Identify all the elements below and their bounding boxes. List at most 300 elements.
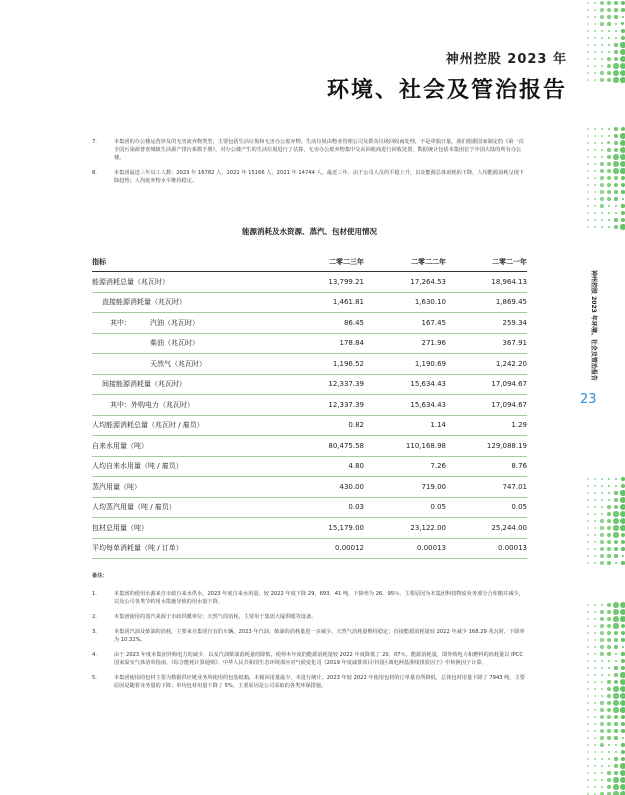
decorative-dot	[621, 176, 625, 181]
decorative-dot	[615, 205, 618, 208]
row-label: 平均每单消耗量（吨 / 订单）	[92, 538, 282, 559]
decorative-dot	[608, 751, 611, 754]
value-2023: 12,337.39	[282, 395, 364, 416]
decorative-dot	[587, 9, 589, 11]
value-2023: 0.82	[282, 415, 364, 436]
value-2021: 0.05	[446, 497, 527, 518]
note-text: 本集团的办公楼运营涉及的无害废弃物类型，主要包括生活垃圾和无害办公废弃物。生活垃圾由物业管理公司及群众垃圾回收商处理，不是单独计量。我们根据国家制定的《第一次全国污染源普查城镇生活源产排污系数手册》，对办公楼产生的生活垃圾进行了估算，无害办公废弃物集中交由回收商进行回收处置，数据统计包括本集团位于中国大陆的所有办公楼。	[114, 139, 524, 161]
decorative-dot	[587, 492, 589, 494]
table-row	[92, 456, 527, 477]
decorative-dot	[608, 744, 611, 747]
decorative-dot	[587, 667, 589, 669]
page-number: 23	[580, 392, 597, 407]
decorative-dot	[608, 765, 611, 768]
decorative-dot	[594, 527, 596, 529]
decorative-dot	[587, 205, 589, 207]
value-2021: 367.91	[446, 333, 527, 354]
table-row	[92, 518, 527, 539]
decorative-dot	[614, 491, 617, 494]
decorative-dot	[607, 617, 612, 622]
decorative-dot	[620, 525, 625, 531]
decorative-dot	[594, 744, 597, 747]
decorative-dot	[594, 506, 596, 508]
value-2023: 80,475.58	[282, 436, 364, 457]
decorative-dot	[620, 56, 625, 62]
decorative-dot	[600, 547, 604, 551]
decorative-dot	[620, 70, 625, 76]
decorative-dot	[600, 71, 603, 74]
value-2022: 1,190.69	[364, 354, 446, 375]
decorative-dot	[607, 631, 611, 635]
decorative-dot	[614, 645, 617, 648]
decorative-dot	[587, 534, 589, 536]
decorative-dot	[594, 72, 596, 74]
decorative-dot	[594, 639, 597, 642]
decorative-dot	[600, 190, 604, 194]
decorative-dot	[600, 176, 604, 180]
decorative-dot	[587, 639, 589, 641]
note-item	[92, 651, 527, 667]
decorative-dot	[601, 156, 604, 159]
decorative-dot	[620, 609, 625, 615]
decorative-dot	[601, 142, 603, 144]
decorative-dot	[620, 504, 625, 510]
decorative-dot	[621, 36, 625, 40]
decorative-dot	[607, 533, 612, 538]
decorative-dot	[600, 197, 603, 200]
note-item	[92, 169, 527, 185]
decorative-dot	[607, 540, 612, 545]
decorative-dot	[614, 190, 618, 194]
decorative-dot	[621, 750, 625, 754]
table-row	[92, 333, 527, 354]
decorative-dot	[594, 142, 596, 144]
decorative-dot	[600, 540, 604, 544]
table-header-row	[92, 253, 527, 272]
decorative-dot	[600, 526, 603, 529]
decorative-dot	[587, 681, 589, 683]
decorative-dot	[594, 2, 597, 5]
note-text: 由于 2023 年度本集团外购电力的减少，以及汽油柴油消耗量的降低，使得本年度的能源消耗量较 2022 年度降低了 20．07％。能源消耗量，即外购电力和燃料的消耗量以 IPCC 国家温室气体清单指南、《综合能耗计算通则》、中华人民共和国生态环境部应对气候变化司《2019 年度减排项目中国区域电网基准线排放因子》中转换因子计算。	[114, 652, 523, 666]
note-text: 本集团的使用水源来自市政自来水供水，2023 年度自来水用量，较 2022 年度下降 29，693．41 吨，下降率为 26．95％，主要原因为本集团科技物流业务部分合库搬并减少，以及公司各类节约用水措施导致的用水量下降。	[114, 591, 524, 605]
decorative-dot	[620, 784, 625, 790]
decorative-dot	[587, 184, 589, 186]
decorative-dot	[594, 548, 597, 551]
decorative-dot	[622, 737, 625, 740]
decorative-dot	[587, 520, 589, 522]
decorative-dot	[600, 561, 603, 564]
decorative-dot	[621, 218, 625, 223]
decorative-dot	[607, 624, 612, 629]
decorative-dot	[601, 786, 604, 789]
value-2022: 17,264.53	[364, 272, 446, 293]
decorative-dot	[614, 141, 618, 145]
decorative-dot	[587, 695, 589, 697]
decorative-dot	[601, 58, 604, 61]
value-2021: 259.34	[446, 313, 527, 334]
decorative-dot	[594, 653, 597, 656]
decorative-dot	[621, 540, 625, 544]
decorative-dot	[621, 631, 625, 635]
decorative-dot	[614, 764, 618, 768]
decorative-dot	[613, 707, 618, 712]
note-number: 4.	[92, 652, 97, 658]
decorative-dot	[621, 127, 625, 131]
decorative-dot	[613, 511, 618, 516]
decorative-dot	[620, 616, 625, 621]
decorative-dot	[601, 30, 604, 33]
decorative-dot	[615, 653, 618, 656]
value-2022: 1,630.10	[364, 292, 446, 313]
decorative-dot	[608, 492, 611, 495]
decorative-dot	[607, 708, 612, 713]
value-2021: 18,964.13	[446, 272, 527, 293]
decorative-dot	[587, 604, 589, 606]
note-text: 本集团使用的包材主要为数据供应链业务所使用的包装纸箱，木箱回用量最少，未进行统计。2023 年较 2022 年使用包材的订单量有所降低，总体包材用量下降了 7943 吨，主要原因是随着业务量的下降；单均包材用量下降了 5%，主要原因是公司采取的各类环保措施。	[114, 675, 525, 689]
decorative-dot	[594, 128, 597, 131]
decorative-dot	[614, 729, 618, 733]
value-2021: 0.00013	[446, 538, 527, 559]
decorative-dot	[601, 695, 604, 698]
decorative-dot	[594, 716, 597, 719]
header-indicator: 指标	[92, 253, 282, 272]
decorative-dot	[620, 154, 625, 161]
decorative-dot	[600, 554, 604, 558]
decorative-dot	[594, 779, 596, 781]
decorative-dot	[614, 218, 617, 221]
decorative-dot	[608, 30, 611, 33]
decorative-dot	[607, 554, 611, 558]
note-number: 1.	[92, 591, 97, 597]
decorative-dot	[587, 30, 589, 32]
decorative-dot	[587, 541, 589, 543]
value-2023: 0.03	[282, 497, 364, 518]
decorative-dot	[613, 616, 619, 622]
decorative-dot	[600, 8, 604, 12]
value-2022: 0.05	[364, 497, 446, 518]
table-row	[92, 374, 527, 395]
note-text: 本集团使用的蒸汽来源于市政供暖单位；天然气的消耗，主要用于集团大厦供暖等设备。	[114, 614, 317, 620]
decorative-dot	[594, 618, 596, 620]
decorative-dot	[615, 478, 618, 481]
decorative-dot	[613, 686, 618, 691]
value-2023: 0.00012	[282, 538, 364, 559]
decorative-dot	[613, 154, 618, 159]
decorative-dot	[613, 161, 619, 167]
value-2022: 23,122.00	[364, 518, 446, 539]
decorative-dot	[601, 65, 604, 68]
decorative-dot	[587, 198, 589, 200]
decorative-dot	[613, 532, 618, 537]
decorative-dot	[621, 211, 625, 215]
decorative-dot	[613, 623, 618, 628]
decorative-dot	[587, 625, 589, 627]
decorative-dot	[607, 610, 611, 614]
table-row	[92, 538, 527, 559]
decorative-dot	[615, 485, 618, 488]
decorative-dot	[620, 168, 625, 173]
decorative-dot	[587, 149, 589, 151]
value-2022: 271.96	[364, 333, 446, 354]
decorative-dot	[607, 638, 611, 642]
decorative-dot	[594, 702, 596, 704]
decorative-dot	[594, 478, 597, 481]
value-2021: 8.76	[446, 456, 527, 477]
decorative-dot	[620, 763, 625, 769]
decorative-dot	[607, 71, 611, 75]
decorative-dot	[614, 134, 618, 138]
decorative-dot	[600, 736, 603, 739]
decorative-dot	[608, 758, 611, 761]
decorative-dot	[587, 527, 589, 529]
decorative-dot	[587, 674, 589, 676]
decorative-dot	[620, 490, 625, 495]
decorative-dot	[608, 660, 611, 663]
decorative-dot	[607, 519, 611, 523]
decorative-dot	[601, 485, 604, 488]
decorative-dot	[620, 791, 625, 795]
side-running-title	[591, 270, 601, 390]
decorative-dot	[587, 16, 589, 18]
decorative-dot	[601, 674, 603, 676]
decorative-dot	[594, 51, 596, 53]
decorative-dot	[614, 540, 619, 545]
decorative-dot	[607, 603, 611, 607]
decorative-dot	[594, 632, 597, 635]
table-row	[92, 313, 527, 334]
decorative-dot	[621, 190, 624, 193]
decorative-dot	[594, 177, 597, 180]
decorative-dot	[587, 562, 589, 564]
value-2022: 7.26	[364, 456, 446, 477]
decorative-dot	[614, 127, 617, 130]
decorative-dot	[608, 219, 611, 222]
decorative-dot	[601, 51, 603, 53]
decorative-dot	[622, 16, 625, 19]
report-subtitle: 神州控股 2023 年	[445, 52, 567, 67]
decorative-dot	[607, 729, 611, 733]
decorative-dot	[594, 541, 597, 544]
decorative-dot	[620, 672, 625, 677]
report-title: 环境、社会及管治报告	[326, 78, 567, 103]
decorative-dot	[620, 679, 625, 685]
decorative-dot	[614, 722, 618, 726]
decorative-dot	[594, 191, 597, 194]
decorative-dot	[594, 758, 596, 760]
decorative-dot	[608, 44, 611, 47]
value-2021: 25,244.00	[446, 518, 527, 539]
decorative-dot	[607, 22, 610, 25]
decorative-dot	[607, 722, 611, 726]
decorative-dot	[600, 701, 603, 704]
decorative-dot	[601, 499, 603, 501]
decorative-dot	[600, 533, 604, 537]
decorative-dot	[621, 533, 625, 538]
decorative-dot	[587, 730, 589, 732]
decorative-dot	[607, 64, 611, 68]
decorative-dot	[613, 525, 619, 531]
value-2023: 13,799.21	[282, 272, 364, 293]
decorative-dot	[607, 57, 610, 60]
decorative-dot	[587, 23, 589, 25]
note-number: 7.	[92, 139, 97, 145]
row-label: 汽油（兆瓦时）	[150, 318, 199, 327]
decorative-dot	[601, 604, 604, 607]
decorative-dot	[601, 219, 604, 222]
decorative-dot	[607, 155, 611, 159]
decorative-dot	[594, 737, 597, 740]
decorative-dot	[620, 693, 625, 699]
decorative-dot	[615, 751, 618, 754]
decorative-dot	[607, 736, 610, 739]
decorative-dot	[608, 478, 611, 481]
decorative-dot	[594, 611, 596, 613]
decorative-dot	[615, 212, 618, 215]
decorative-dot	[594, 646, 597, 649]
decorative-dot	[607, 547, 611, 551]
decorative-dot	[600, 78, 603, 81]
decorative-dot	[621, 743, 624, 746]
decorative-dot	[615, 23, 618, 26]
decorative-dot	[587, 44, 589, 46]
decorative-dot	[613, 700, 619, 706]
note-item	[92, 628, 527, 644]
decorative-dot	[613, 784, 619, 790]
decorative-dot	[620, 224, 625, 229]
decorative-dot	[608, 485, 611, 488]
decorative-dot	[600, 722, 604, 726]
decorative-dot	[615, 30, 618, 33]
decorative-dot	[600, 519, 603, 522]
table-row	[92, 415, 527, 436]
decorative-dot	[587, 485, 589, 487]
decorative-dot	[594, 709, 597, 712]
row-label: 自来水用量（吨）	[92, 436, 282, 457]
side-running-title-text: 神州控股 2023 年环境、社会及管治报告	[590, 270, 597, 381]
decorative-dot	[594, 37, 597, 40]
decorative-dot	[621, 666, 625, 670]
note-text: 本集团最近三年员工人数：2023 年 16782 人，2022 年 15166 人，2021 年 14744 人。最近三年，由于公司人员的平稳上升，以及能源总体消耗的下降，人均能源消耗呈现下降趋势；人均废弃物水平维持稳定。	[114, 170, 525, 184]
decorative-dot	[613, 602, 618, 607]
decorative-dot	[614, 57, 619, 62]
decorative-dot	[594, 604, 596, 606]
decorative-dot	[594, 149, 596, 151]
decorative-dot	[614, 197, 617, 200]
decorative-dot	[622, 198, 625, 201]
decorative-dot	[601, 751, 604, 754]
decorative-dot	[594, 730, 597, 733]
decorative-dot	[607, 694, 611, 698]
decorative-dot	[594, 9, 597, 12]
value-2021: 129,088.19	[446, 436, 527, 457]
row-label: 人均能源消耗总量（兆瓦时 / 雇员）	[92, 415, 282, 436]
decorative-dot	[614, 673, 618, 677]
table-row	[92, 477, 527, 498]
decorative-dot	[587, 65, 589, 67]
decorative-dot	[594, 513, 596, 515]
decorative-dot	[587, 632, 589, 634]
decorative-dot	[614, 498, 618, 502]
value-2023: 1,196.52	[282, 354, 364, 375]
decorative-dot	[594, 30, 597, 33]
decorative-dot	[620, 602, 625, 609]
decorative-dot	[620, 518, 625, 524]
decorative-dot	[607, 785, 611, 789]
decorative-dot	[601, 135, 603, 137]
decorative-dot	[594, 562, 597, 565]
decorative-dot	[594, 16, 597, 19]
decorative-dot	[621, 652, 624, 655]
header-2022: 二零二二年	[364, 253, 446, 272]
decorative-dot	[587, 135, 589, 137]
decorative-dot	[615, 37, 618, 40]
decorative-dot	[601, 506, 603, 508]
decorative-dot	[613, 70, 619, 76]
decorative-dot	[614, 176, 619, 181]
row-label-cell	[92, 313, 282, 334]
decorative-dot	[620, 147, 625, 153]
value-2022: 1.14	[364, 415, 446, 436]
decorative-dot	[614, 1, 619, 6]
decorative-dot	[601, 478, 604, 481]
decorative-dot	[607, 169, 612, 174]
decorative-dot	[594, 198, 597, 201]
decorative-dot	[594, 65, 596, 67]
decorative-dot	[607, 512, 611, 516]
decorative-dot	[608, 226, 611, 229]
decorative-dot	[607, 197, 610, 200]
table-row	[92, 395, 527, 416]
decorative-dot	[600, 645, 604, 649]
decorative-dot	[607, 687, 611, 691]
decorative-dot	[613, 77, 619, 83]
decorative-dot	[614, 554, 617, 557]
decorative-dot	[594, 667, 596, 669]
decorative-dot	[594, 135, 596, 137]
decorative-dot	[587, 744, 589, 746]
note-number: 3.	[92, 629, 97, 635]
decorative-dot	[601, 660, 604, 663]
value-2023: 178.84	[282, 333, 364, 354]
decorative-dot	[600, 610, 603, 613]
decorative-dot	[601, 772, 603, 774]
decorative-dot	[607, 162, 611, 166]
decorative-dot	[621, 29, 625, 33]
decorative-dot	[587, 2, 589, 4]
decorative-dot	[594, 751, 597, 754]
decorative-dot	[600, 729, 604, 733]
value-2023: 430.00	[282, 477, 364, 498]
decorative-dot	[594, 58, 596, 60]
decorative-dot	[601, 492, 603, 494]
decorative-dot	[600, 617, 603, 620]
value-2022: 0.00013	[364, 538, 446, 559]
decorative-dot	[621, 22, 624, 25]
decorative-dot	[608, 212, 611, 215]
bottom-notes	[92, 572, 527, 697]
decorative-dot	[621, 477, 624, 480]
decorative-dot	[587, 142, 589, 144]
decorative-dot	[601, 149, 604, 152]
decorative-dot	[614, 757, 617, 760]
decorative-dot	[587, 737, 589, 739]
decorative-dot	[594, 156, 596, 158]
decorative-dot	[620, 700, 625, 706]
decorative-dot	[613, 693, 618, 698]
decorative-dot	[594, 786, 596, 788]
decorative-dot	[608, 51, 611, 54]
value-2021: 17,094.67	[446, 374, 527, 395]
